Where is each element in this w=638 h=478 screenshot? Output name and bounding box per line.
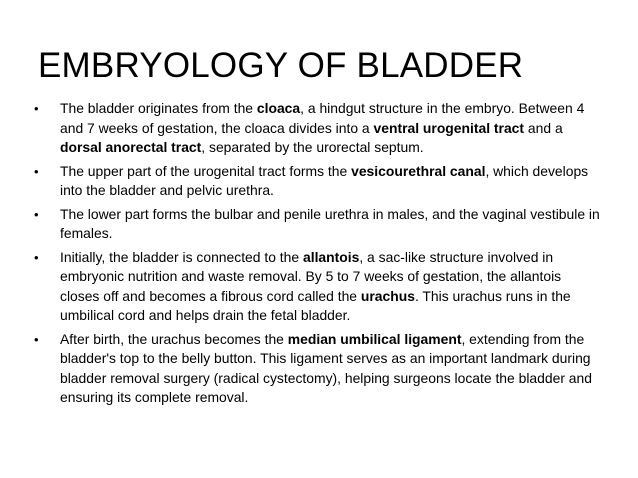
bullet-text: The upper part of the urogenital tract forms the — [60, 162, 352, 179]
bullet-dot-icon: • — [34, 249, 39, 265]
bullet-dot-icon: • — [34, 206, 39, 222]
bullet-text: The lower part forms the bulbar and penile urethra in males, and the vaginal vestibule in females. — [60, 205, 600, 241]
bullet-text: , separated by the urorectal septum. — [201, 139, 424, 155]
bullet-term: urachus — [360, 287, 415, 304]
bullet-item — [34, 330, 600, 408]
bullet-item — [34, 248, 600, 326]
bullet-term: allantois — [302, 248, 360, 265]
bullet-term: vesicourethral canal — [351, 162, 486, 179]
bullet-text: The bladder originates from the — [60, 100, 257, 116]
bullet-item — [34, 162, 600, 201]
bullet-text: Initially, the bladder is connected to the — [60, 248, 303, 265]
bullet-dot-icon: • — [34, 101, 39, 116]
bullet-text: After birth, the urachus becomes the — [60, 330, 288, 347]
bullet-text: and a — [524, 119, 563, 136]
bullet-term: ventral urogenital tract — [373, 119, 525, 136]
slide-title: EMBRYOLOGY OF BLADDER — [38, 46, 524, 85]
bullet-item — [34, 99, 600, 158]
bullet-item — [34, 205, 600, 244]
bullet-text: , which develops into the bladder and pelvic urethra. — [60, 162, 589, 198]
bullet-text: , a hindgut structure in the embryo. Between 4 and 7 weeks of gestation, the cloaca divides into a — [60, 100, 585, 136]
bullet-text: , extending from the bladder's top to the belly button. This ligament serves as an important landmark during bladder removal surgery (radical cystectomy), helping surgeons locate the bladder and ensuring its complete removal. — [60, 330, 592, 405]
bullet-dot-icon: • — [34, 331, 39, 347]
bullet-dot-icon: • — [34, 163, 39, 179]
bullet-text: , a sac-like structure involved in embryonic nutrition and waste removal. By 5 to 7 weeks of gestation, the allantois closes off and becomes a fibrous cord called the — [60, 248, 562, 304]
bullet-text: . This urachus runs in the umbilical cord and helps drain the fetal bladder. — [60, 287, 571, 323]
bullet-list — [34, 99, 600, 412]
bullet-term: dorsal anorectal tract — [60, 139, 202, 155]
bullet-term: cloaca — [256, 100, 301, 116]
bullet-term: median umbilical ligament — [287, 330, 462, 347]
